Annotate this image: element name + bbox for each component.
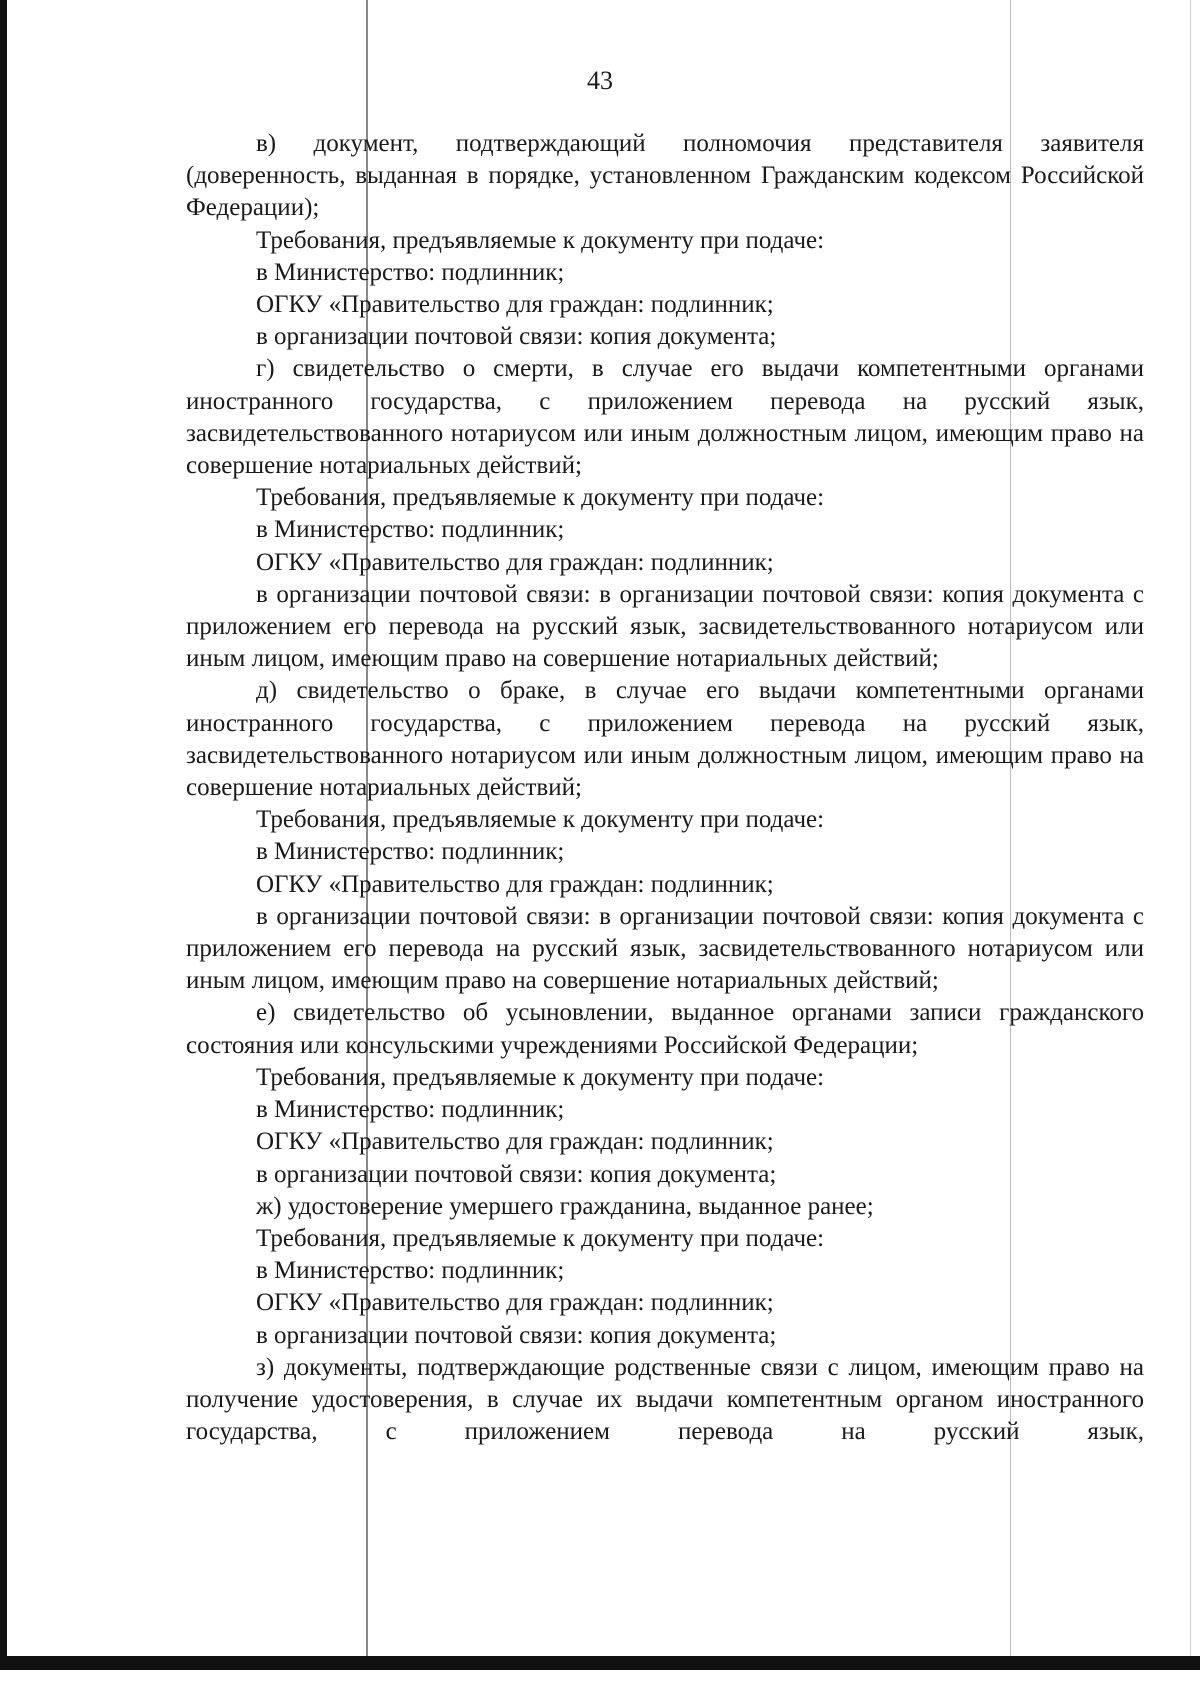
- paragraph: ОГКУ «Правительство для граждан: подлинник;: [256, 1128, 774, 1156]
- paragraph: ж) удостоверение умершего гражданина, выданное ранее;: [256, 1192, 874, 1220]
- paragraph: в организации почтовой связи: копия документа;: [256, 323, 777, 351]
- paragraph: Требования, предъявляемые к документу при подаче:: [256, 1063, 825, 1091]
- paragraph: в организации почтовой связи: копия документа;: [256, 1321, 777, 1349]
- paragraph: д) свидетельство о браке, в случае его выдачи компетентными органами иностранного государства, с приложением перевода на русский язык, засвидетельствованного нотариусом или иным должностным лицом, имеющим право на совершение нотариальных действий;: [186, 677, 1144, 802]
- paragraph: Требования, предъявляемые к документу при подаче:: [256, 1224, 825, 1252]
- scan-edge-left: [0, 0, 7, 1660]
- document-body: [186, 128, 1144, 1448]
- paragraph: в организации почтовой связи: в организации почтовой связи: копия документа с приложением его перевода на русский язык, засвидетельствованного нотариусом или иным лицом, имеющим право на совершение нотариальных действий;: [186, 580, 1144, 673]
- paragraph: г) свидетельство о смерти, в случае его выдачи компетентными органами иностранного государства, с приложением перевода на русский язык, засвидетельствованного нотариусом или иным должностным лицом, имеющим право на совершение нотариальных действий;: [186, 355, 1144, 480]
- paragraph: е) свидетельство об усыновлении, выданное органами записи гражданского состояния или консульскими учреждениями Российской Федерации;: [186, 999, 1144, 1059]
- paragraph: в Министерство: подлинник;: [256, 516, 565, 544]
- page-number: 43: [587, 66, 613, 95]
- paragraph: в) документ, подтверждающий полномочия представителя заявителя (доверенность, выданная в порядке, установленном Гражданским кодексом Российской Федерации);: [186, 130, 1144, 222]
- scan-edge-bottom: [0, 1656, 1200, 1670]
- paragraph: Требования, предъявляемые к документу при подаче:: [256, 484, 825, 512]
- paragraph: в Министерство: подлинник;: [256, 838, 565, 866]
- paragraph: ОГКУ «Правительство для граждан: подлинник;: [256, 291, 774, 319]
- paragraph: ОГКУ «Правительство для граждан: подлинник;: [256, 870, 774, 898]
- paragraph: в Министерство: подлинник;: [256, 1257, 565, 1285]
- scan-artifact-line: [1190, 0, 1191, 1660]
- paragraph: в Министерство: подлинник;: [256, 258, 565, 286]
- paragraph: Требования, предъявляемые к документу при подаче:: [256, 226, 825, 254]
- paragraph: Требования, предъявляемые к документу при подаче:: [256, 806, 825, 834]
- paragraph: ОГКУ «Правительство для граждан: подлинник;: [256, 1289, 774, 1317]
- paragraph: в организации почтовой связи: копия документа;: [256, 1160, 777, 1188]
- paragraph: в организации почтовой связи: в организации почтовой связи: копия документа с приложением его перевода на русский язык, засвидетельствованного нотариусом или иным лицом, имеющим право на совершение нотариальных действий;: [186, 902, 1144, 995]
- paragraph: ОГКУ «Правительство для граждан: подлинник;: [256, 548, 774, 576]
- paragraph: в Министерство: подлинник;: [256, 1096, 565, 1124]
- paragraph: з) документы, подтверждающие родственные связи с лицом, имеющим право на получение удостоверения, в случае их выдачи компетентным органом иностранного государства, с приложением перевода на русский язык,: [186, 1353, 1144, 1446]
